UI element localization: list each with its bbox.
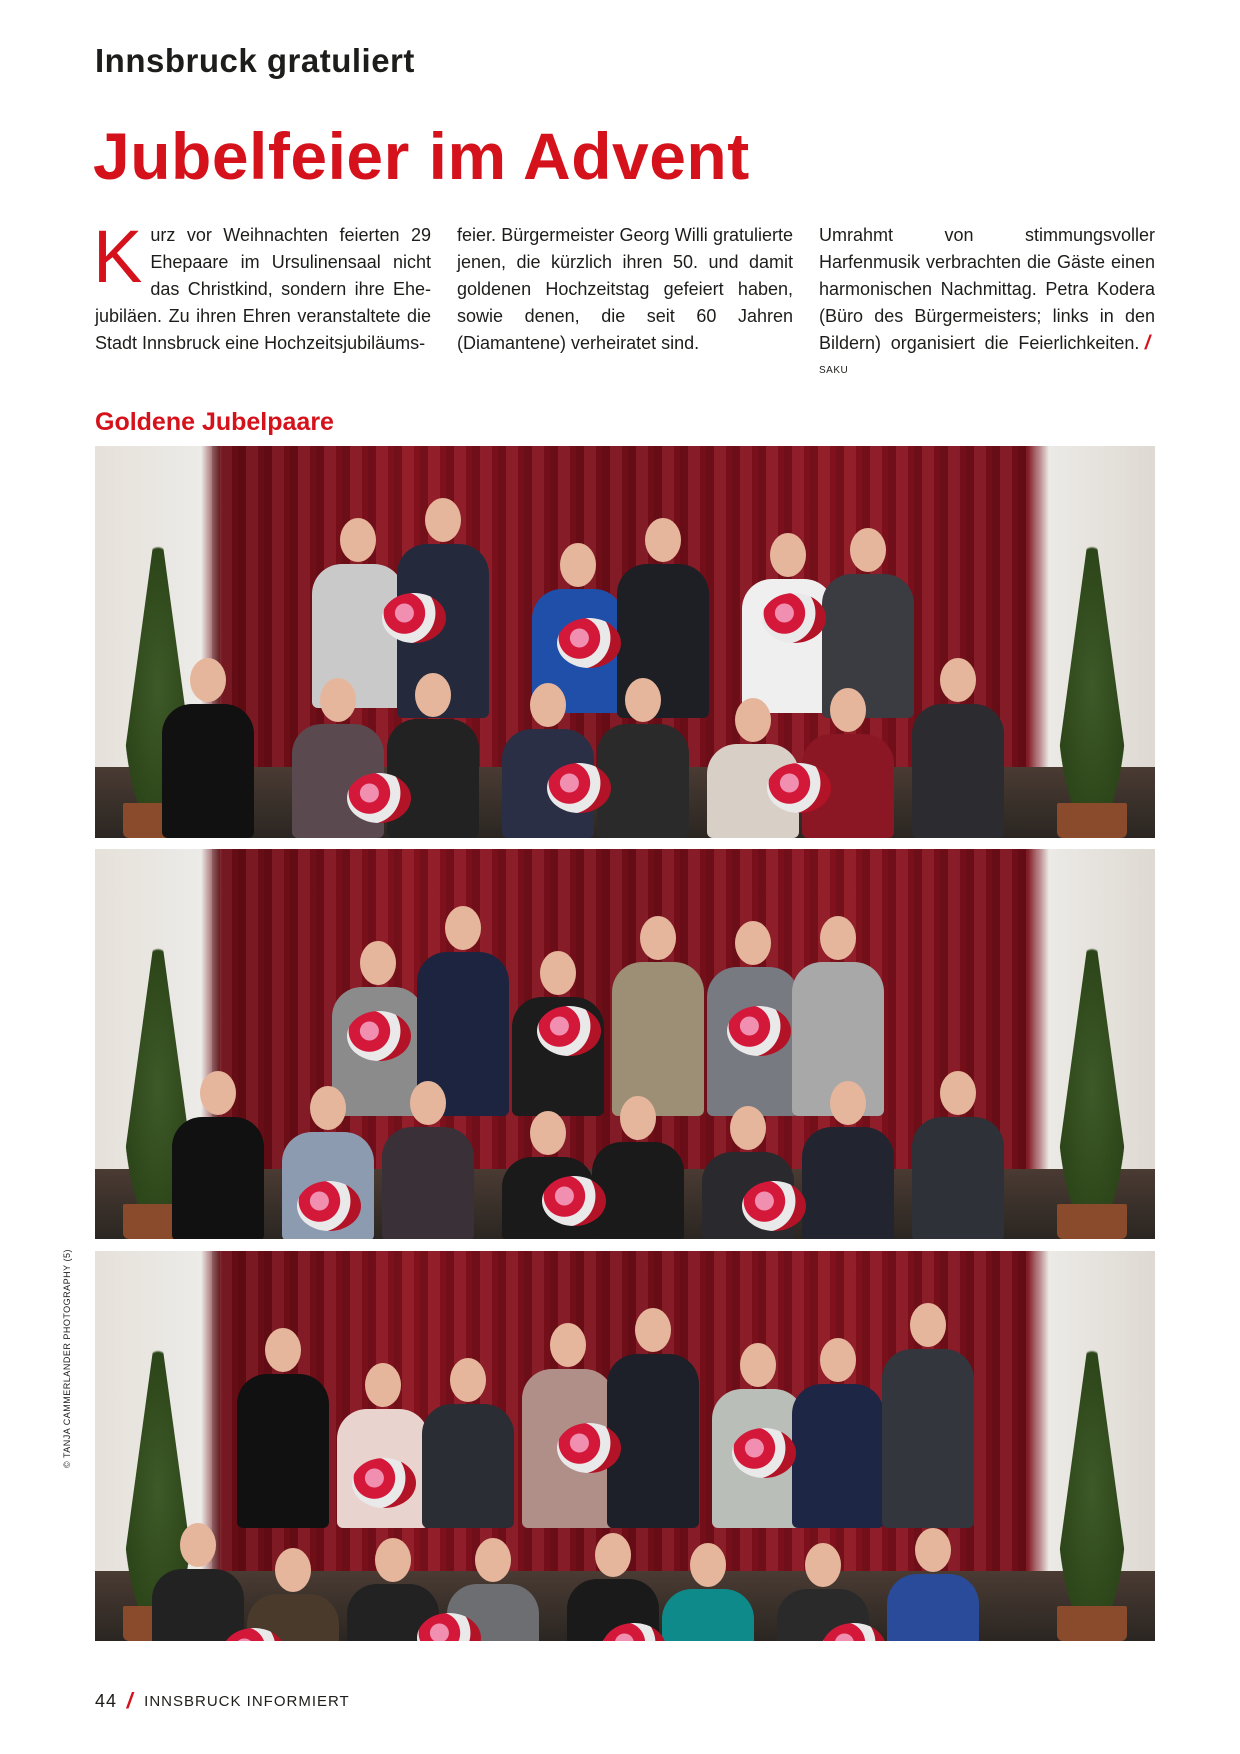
person (912, 658, 1004, 838)
person (792, 1338, 884, 1528)
pot-right (1057, 1606, 1127, 1641)
drop-cap: K (93, 215, 143, 298)
section-title: Goldene Jubelpaare (95, 408, 334, 436)
intro-column-1-text: urz vor Weihnachten feierten 29 Ehepaare im Ursulinensaal nicht das Christkind, sondern ihre Ehejubiläen. Zu ihren Ehren veranstaltete die Stadt Innsbruck eine Hochzeitsjubiläums- (95, 225, 431, 353)
person (237, 1328, 329, 1528)
pot-right (1057, 803, 1127, 838)
bouquet (557, 618, 621, 668)
people-group (222, 896, 1028, 1239)
person (662, 1543, 754, 1641)
intro-column-3 (819, 222, 1155, 391)
photo-credit: © TANJA CAMMERLANDER PHOTOGRAPHY (5) (62, 1248, 72, 1468)
person (912, 1071, 1004, 1239)
pot-right (1057, 1204, 1127, 1239)
kicker: Innsbruck gratuliert (95, 42, 415, 79)
person (612, 916, 704, 1116)
person (502, 683, 594, 838)
person (597, 678, 689, 838)
group-photo-1 (95, 446, 1155, 838)
group-photo-3 (95, 1251, 1155, 1641)
person (172, 1071, 264, 1239)
bouquet (547, 763, 611, 813)
footer-slash: / (124, 1688, 137, 1713)
intro-column-1 (93, 215, 431, 391)
person (247, 1548, 339, 1641)
person (422, 1358, 514, 1528)
bouquet (767, 763, 831, 813)
tree-right (1047, 911, 1137, 1207)
headline: Jubelfeier im Advent (93, 119, 750, 193)
tree-right (1047, 509, 1137, 807)
person (607, 1308, 699, 1528)
person (802, 688, 894, 838)
intro-column-2: feier. Bürgermeister Georg Willi gratulierte jenen, die kürzlich ihren 50. und damit goldenen Hochzeitstag gefeiert haben, sowie denen, die seit 60 Jahren (Diamantene) verheiratet sind. (457, 225, 793, 353)
intro-text (93, 215, 1155, 391)
person (802, 1081, 894, 1239)
people-group (222, 1298, 1028, 1641)
bouquet (352, 1458, 416, 1508)
page-number: 44 (95, 1690, 118, 1711)
slash-mark: / (1143, 332, 1154, 354)
author-tag: SAKU (819, 365, 849, 376)
publication-name: INNSBRUCK INFORMIERT (144, 1692, 350, 1710)
bouquet (742, 1181, 806, 1231)
bouquet (762, 593, 826, 643)
person (887, 1528, 979, 1641)
person (592, 1096, 684, 1239)
bouquet (537, 1006, 601, 1056)
bouquet (727, 1006, 791, 1056)
group-photo-2 (95, 849, 1155, 1239)
person (382, 1081, 474, 1239)
person (152, 1523, 244, 1641)
person (882, 1303, 974, 1528)
bouquet (382, 593, 446, 643)
bouquet (347, 773, 411, 823)
bouquet (297, 1181, 361, 1231)
person (162, 658, 254, 838)
bouquet (732, 1428, 796, 1478)
tree-right (1047, 1313, 1137, 1609)
intro-column-3-text: Umrahmt von stimmungsvoller Harfenmusik verbrachten die Gäste einen harmonischen Nachmittag. Petra Kodera (Büro des Bürgermeisters; links in den Bildern) organisiert die Feierlichkeiten. (819, 225, 1155, 353)
people-group (222, 493, 1028, 838)
bouquet (542, 1176, 606, 1226)
bouquet (347, 1011, 411, 1061)
page-footer (95, 1688, 350, 1714)
bouquet (557, 1423, 621, 1473)
